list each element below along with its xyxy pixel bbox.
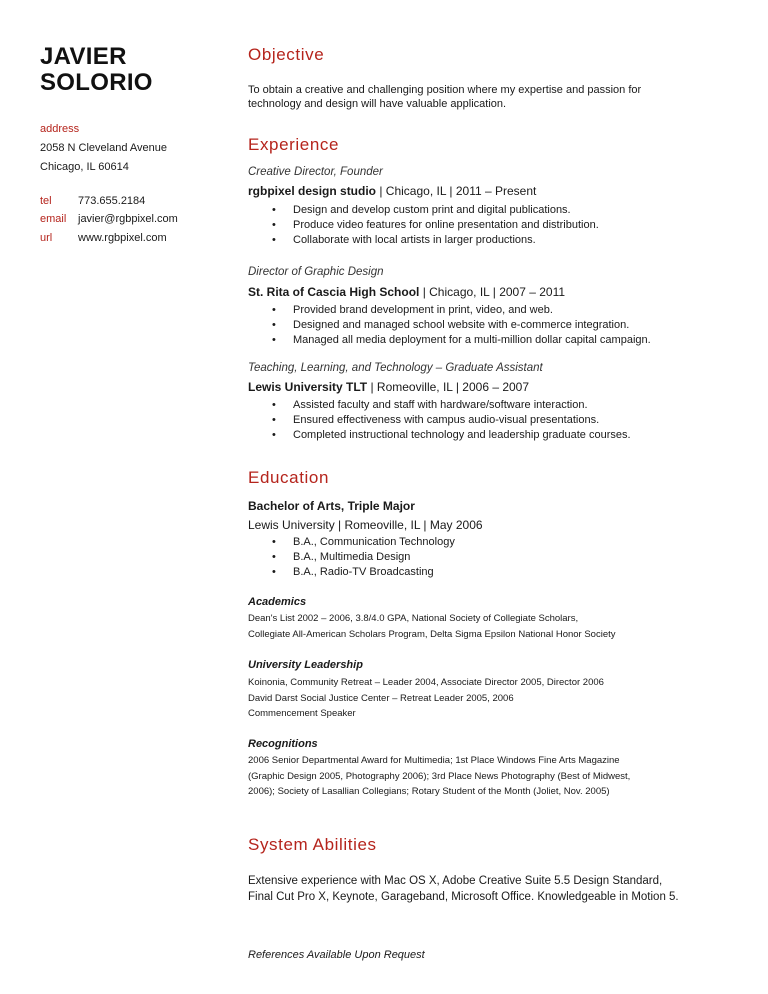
list-item: • Designed and managed school website with e-commerce integration. <box>293 318 651 333</box>
job-org-line <box>248 184 536 198</box>
address-line2: Chicago, IL 60614 <box>40 161 129 173</box>
tel-label: tel <box>40 195 52 207</box>
url-label: url <box>40 232 53 244</box>
text-line: Koinonia, Community Retreat – Leader 2004, Associate Director 2005, Director 2006 <box>248 677 604 688</box>
recognitions-heading: Recognitions <box>248 738 318 750</box>
first-name: JAVIER <box>40 43 127 70</box>
objective-line: To obtain a creative and challenging position where my expertise and passion for <box>248 84 642 96</box>
list-item: • Completed instructional technology and leadership graduate courses. <box>293 428 631 443</box>
candidate-name <box>40 44 153 96</box>
list-item: • Design and develop custom print and digital publications. <box>293 203 599 218</box>
job-org-line <box>248 285 565 299</box>
text-line: Extensive experience with Mac OS X, Adobe Creative Suite 5.5 Design Standard, <box>248 875 663 887</box>
academics-heading: Academics <box>248 596 307 608</box>
job-details: | Romeoville, IL | 2006 – 2007 <box>367 380 530 394</box>
system-text <box>248 873 679 905</box>
job-title: Teaching, Learning, and Technology – Graduate Assistant <box>248 362 543 374</box>
text-line: (Graphic Design 2005, Photography 2006); 3rd Place News Photography (Best of Midwest, <box>248 770 631 782</box>
objective-heading: Objective <box>248 45 325 64</box>
email-label: email <box>40 213 67 225</box>
references-note: References Available Upon Request <box>248 949 425 961</box>
text-line: David Darst Social Justice Center – Retreat Leader 2005, 2006 <box>248 692 514 704</box>
objective-text <box>248 83 641 111</box>
job-details: | Chicago, IL | 2011 – Present <box>376 184 537 198</box>
list-item: • B.A., Multimedia Design <box>293 550 455 565</box>
text-line: Commencement Speaker <box>248 708 356 719</box>
majors-list <box>293 535 455 580</box>
job-org: St. Rita of Cascia High School <box>248 285 420 299</box>
education-heading: Education <box>248 468 330 487</box>
list-item: • Managed all media deployment for a multi-million dollar capital campaign. <box>293 333 651 348</box>
text-line: 2006 Senior Departmental Award for Multimedia; 1st Place Windows Fine Arts Magazine <box>248 755 620 766</box>
address-label: address <box>40 123 80 135</box>
job-title: Director of Graphic Design <box>248 266 384 278</box>
text-line: 2006); Society of Lasallian Collegians; Rotary Student of the Month (Joliet, Nov. 2005) <box>248 786 610 797</box>
job-org-line <box>248 380 529 394</box>
text-line: Collegiate All-American Scholars Program, Delta Sigma Epsilon National Honor Society <box>248 628 616 640</box>
url-value[interactable]: www.rgbpixel.com <box>78 232 167 244</box>
email-value[interactable]: javier@rgbpixel.com <box>78 213 178 225</box>
list-item: • Provided brand development in print, video, and web. <box>293 303 651 318</box>
leadership-heading: University Leadership <box>248 659 363 671</box>
list-item: • Produce video features for online presentation and distribution. <box>293 218 599 233</box>
text-line: Dean's List 2002 – 2006, 3.8/4.0 GPA, National Society of Collegiate Scholars, <box>248 613 579 624</box>
job-bullets <box>293 303 651 348</box>
objective-line: technology and design will have valuable application. <box>248 98 507 110</box>
job-details: | Chicago, IL | 2007 – 2011 <box>419 285 566 299</box>
degree: Bachelor of Arts, Triple Major <box>248 499 415 513</box>
tel-value: 773.655.2184 <box>78 195 146 207</box>
text-line: Final Cut Pro X, Keynote, Garageband, Microsoft Office. Knowledgeable in Motion 5. <box>248 891 679 903</box>
job-bullets <box>293 203 599 248</box>
list-item: • Collaborate with local artists in larger productions. <box>293 233 599 248</box>
last-name: SOLORIO <box>40 69 153 96</box>
system-heading: System Abilities <box>248 835 377 854</box>
list-item: • Assisted faculty and staff with hardware/software interaction. <box>293 398 631 413</box>
list-item: • B.A., Communication Technology <box>293 535 455 550</box>
job-title: Creative Director, Founder <box>248 166 383 178</box>
list-item: • B.A., Radio-TV Broadcasting <box>293 565 455 580</box>
job-bullets <box>293 398 631 443</box>
recognitions-text <box>248 753 630 800</box>
job-org: rgbpixel design studio <box>248 184 377 198</box>
leadership-text <box>248 675 604 722</box>
job-org: Lewis University TLT <box>248 380 368 394</box>
address-line1: 2058 N Cleveland Avenue <box>40 142 168 154</box>
experience-heading: Experience <box>248 135 340 154</box>
list-item: • Ensured effectiveness with campus audio-visual presentations. <box>293 413 631 428</box>
academics-text <box>248 611 616 642</box>
school: Lewis University | Romeoville, IL | May 2006 <box>248 518 483 532</box>
